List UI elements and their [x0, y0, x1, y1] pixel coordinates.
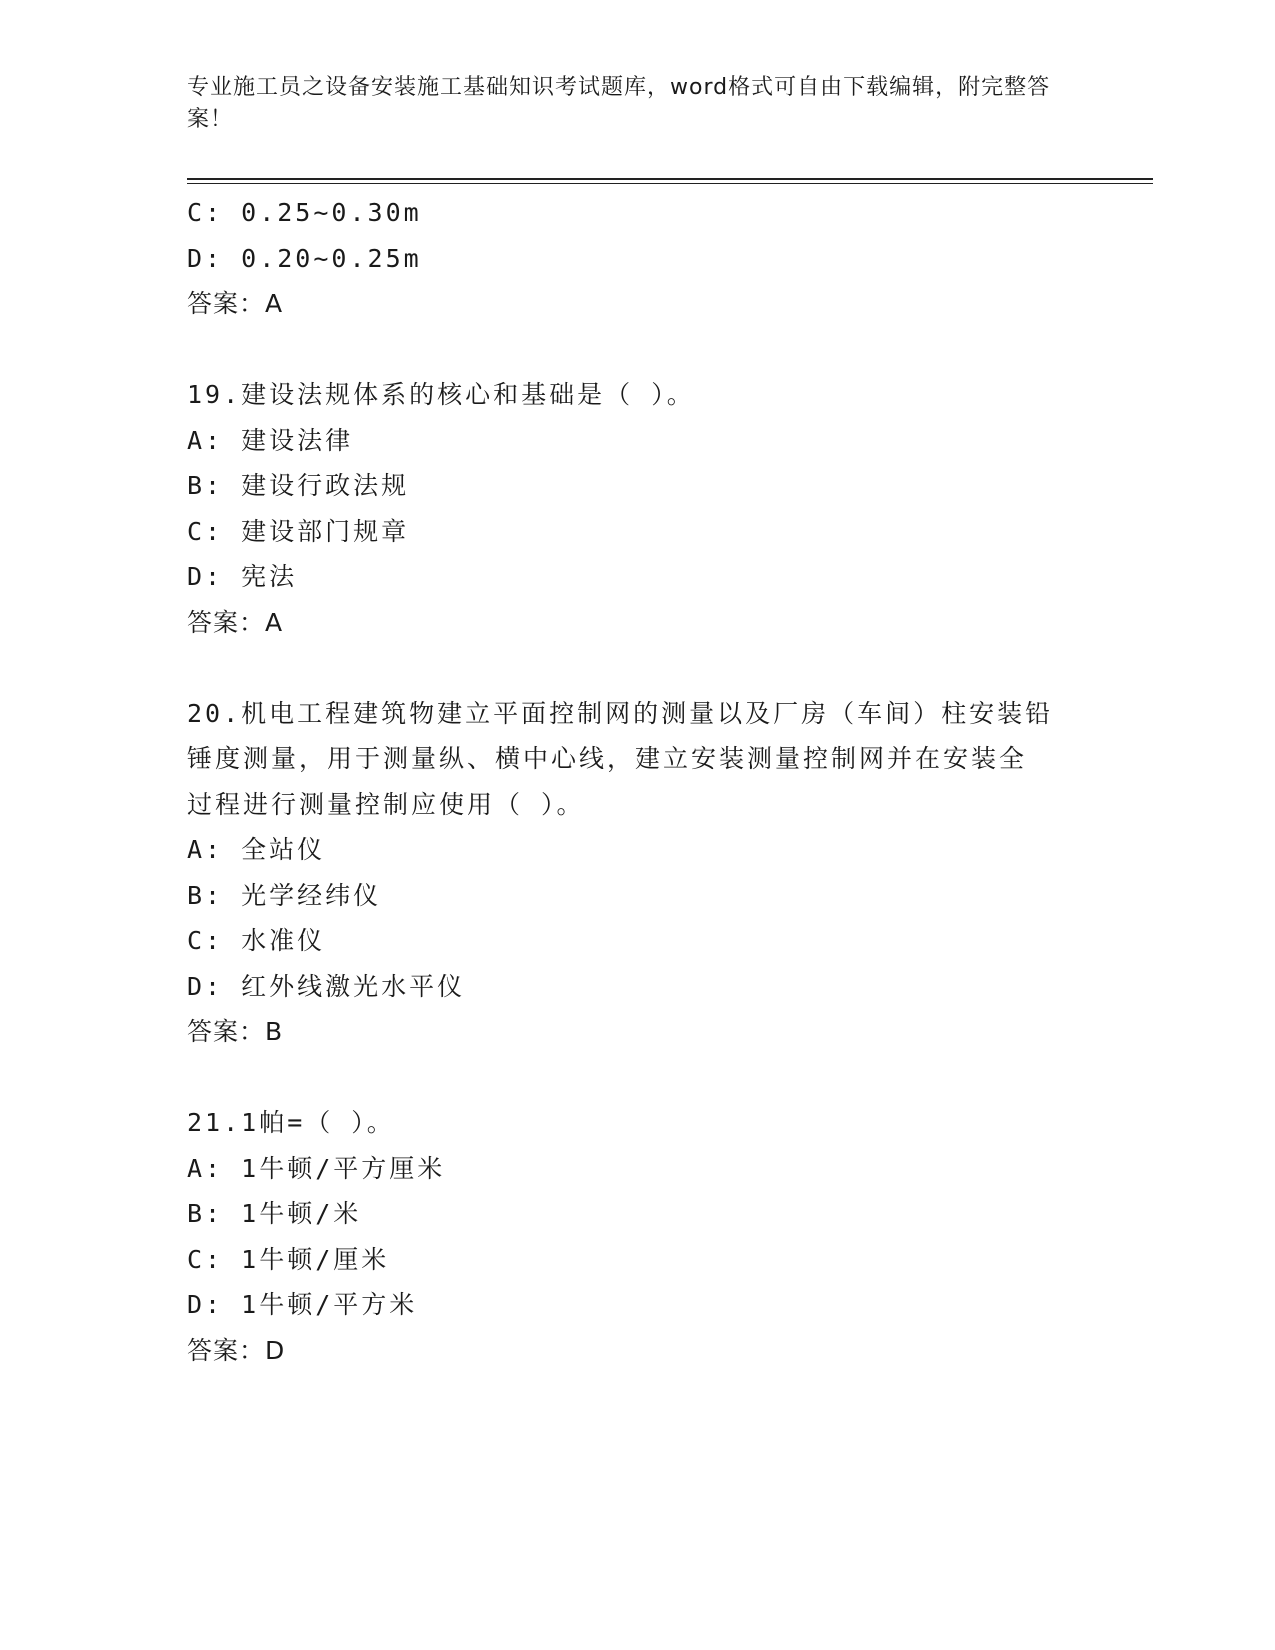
q20-option-a: A: 全站仪: [187, 835, 326, 864]
q21-answer: 答案：D: [187, 1335, 286, 1365]
q20-option-c: C: 水准仪: [187, 926, 326, 955]
q19-option-b: B: 建设行政法规: [187, 471, 410, 500]
q19-option-c: C: 建设部门规章: [187, 516, 410, 546]
question-list: [187, 190, 1087, 1373]
question-spacer: [187, 1055, 1087, 1101]
q18-option-d: D: 0.20~0.25m: [187, 243, 422, 273]
question-spacer: [187, 327, 1087, 373]
q20-option-d: D: 红外线激光水平仪: [187, 971, 466, 1001]
q20-option-b: B: 光学经纬仪: [187, 880, 382, 910]
q19-answer: 答案：A: [187, 607, 284, 637]
q19-option-a: A: 建设法律: [187, 425, 354, 455]
q21-stem: 21.1帕=（ ）。: [187, 1108, 395, 1137]
q20-stem-line-1: 20.机电工程建筑物建立平面控制网的测量以及厂房（车间）柱安装铅: [187, 698, 1054, 728]
q19-stem: 19.建设法规体系的核心和基础是（ ）。: [187, 380, 695, 409]
q21-option-d: D: 1牛顿/平方米: [187, 1290, 418, 1319]
document-header: 专业施工员之设备安装施工基础知识考试题库，word格式可自由下载编辑，附完整答案！: [187, 75, 1051, 132]
q20-stem-line-3: 过程进行测量控制应使用（ ）。: [187, 789, 585, 819]
q20-answer: 答案：B: [187, 1017, 284, 1046]
q21-option-a: A: 1牛顿/平方厘米: [187, 1153, 446, 1183]
q21-option-b: B: 1牛顿/米: [187, 1199, 362, 1228]
header-rule-thick: [187, 178, 1153, 180]
header-rule-thin: [187, 183, 1153, 184]
question-spacer: [187, 645, 1087, 691]
q19-option-d: D: 宪法: [187, 562, 298, 591]
q20-stem-line-2: 锤度测量，用于测量纵、横中心线，建立安装测量控制网并在安装全: [187, 744, 1028, 773]
q18-answer: 答案：A: [187, 289, 284, 318]
q18-option-c: C: 0.25~0.30m: [187, 198, 422, 227]
q21-option-c: C: 1牛顿/厘米: [187, 1244, 390, 1274]
